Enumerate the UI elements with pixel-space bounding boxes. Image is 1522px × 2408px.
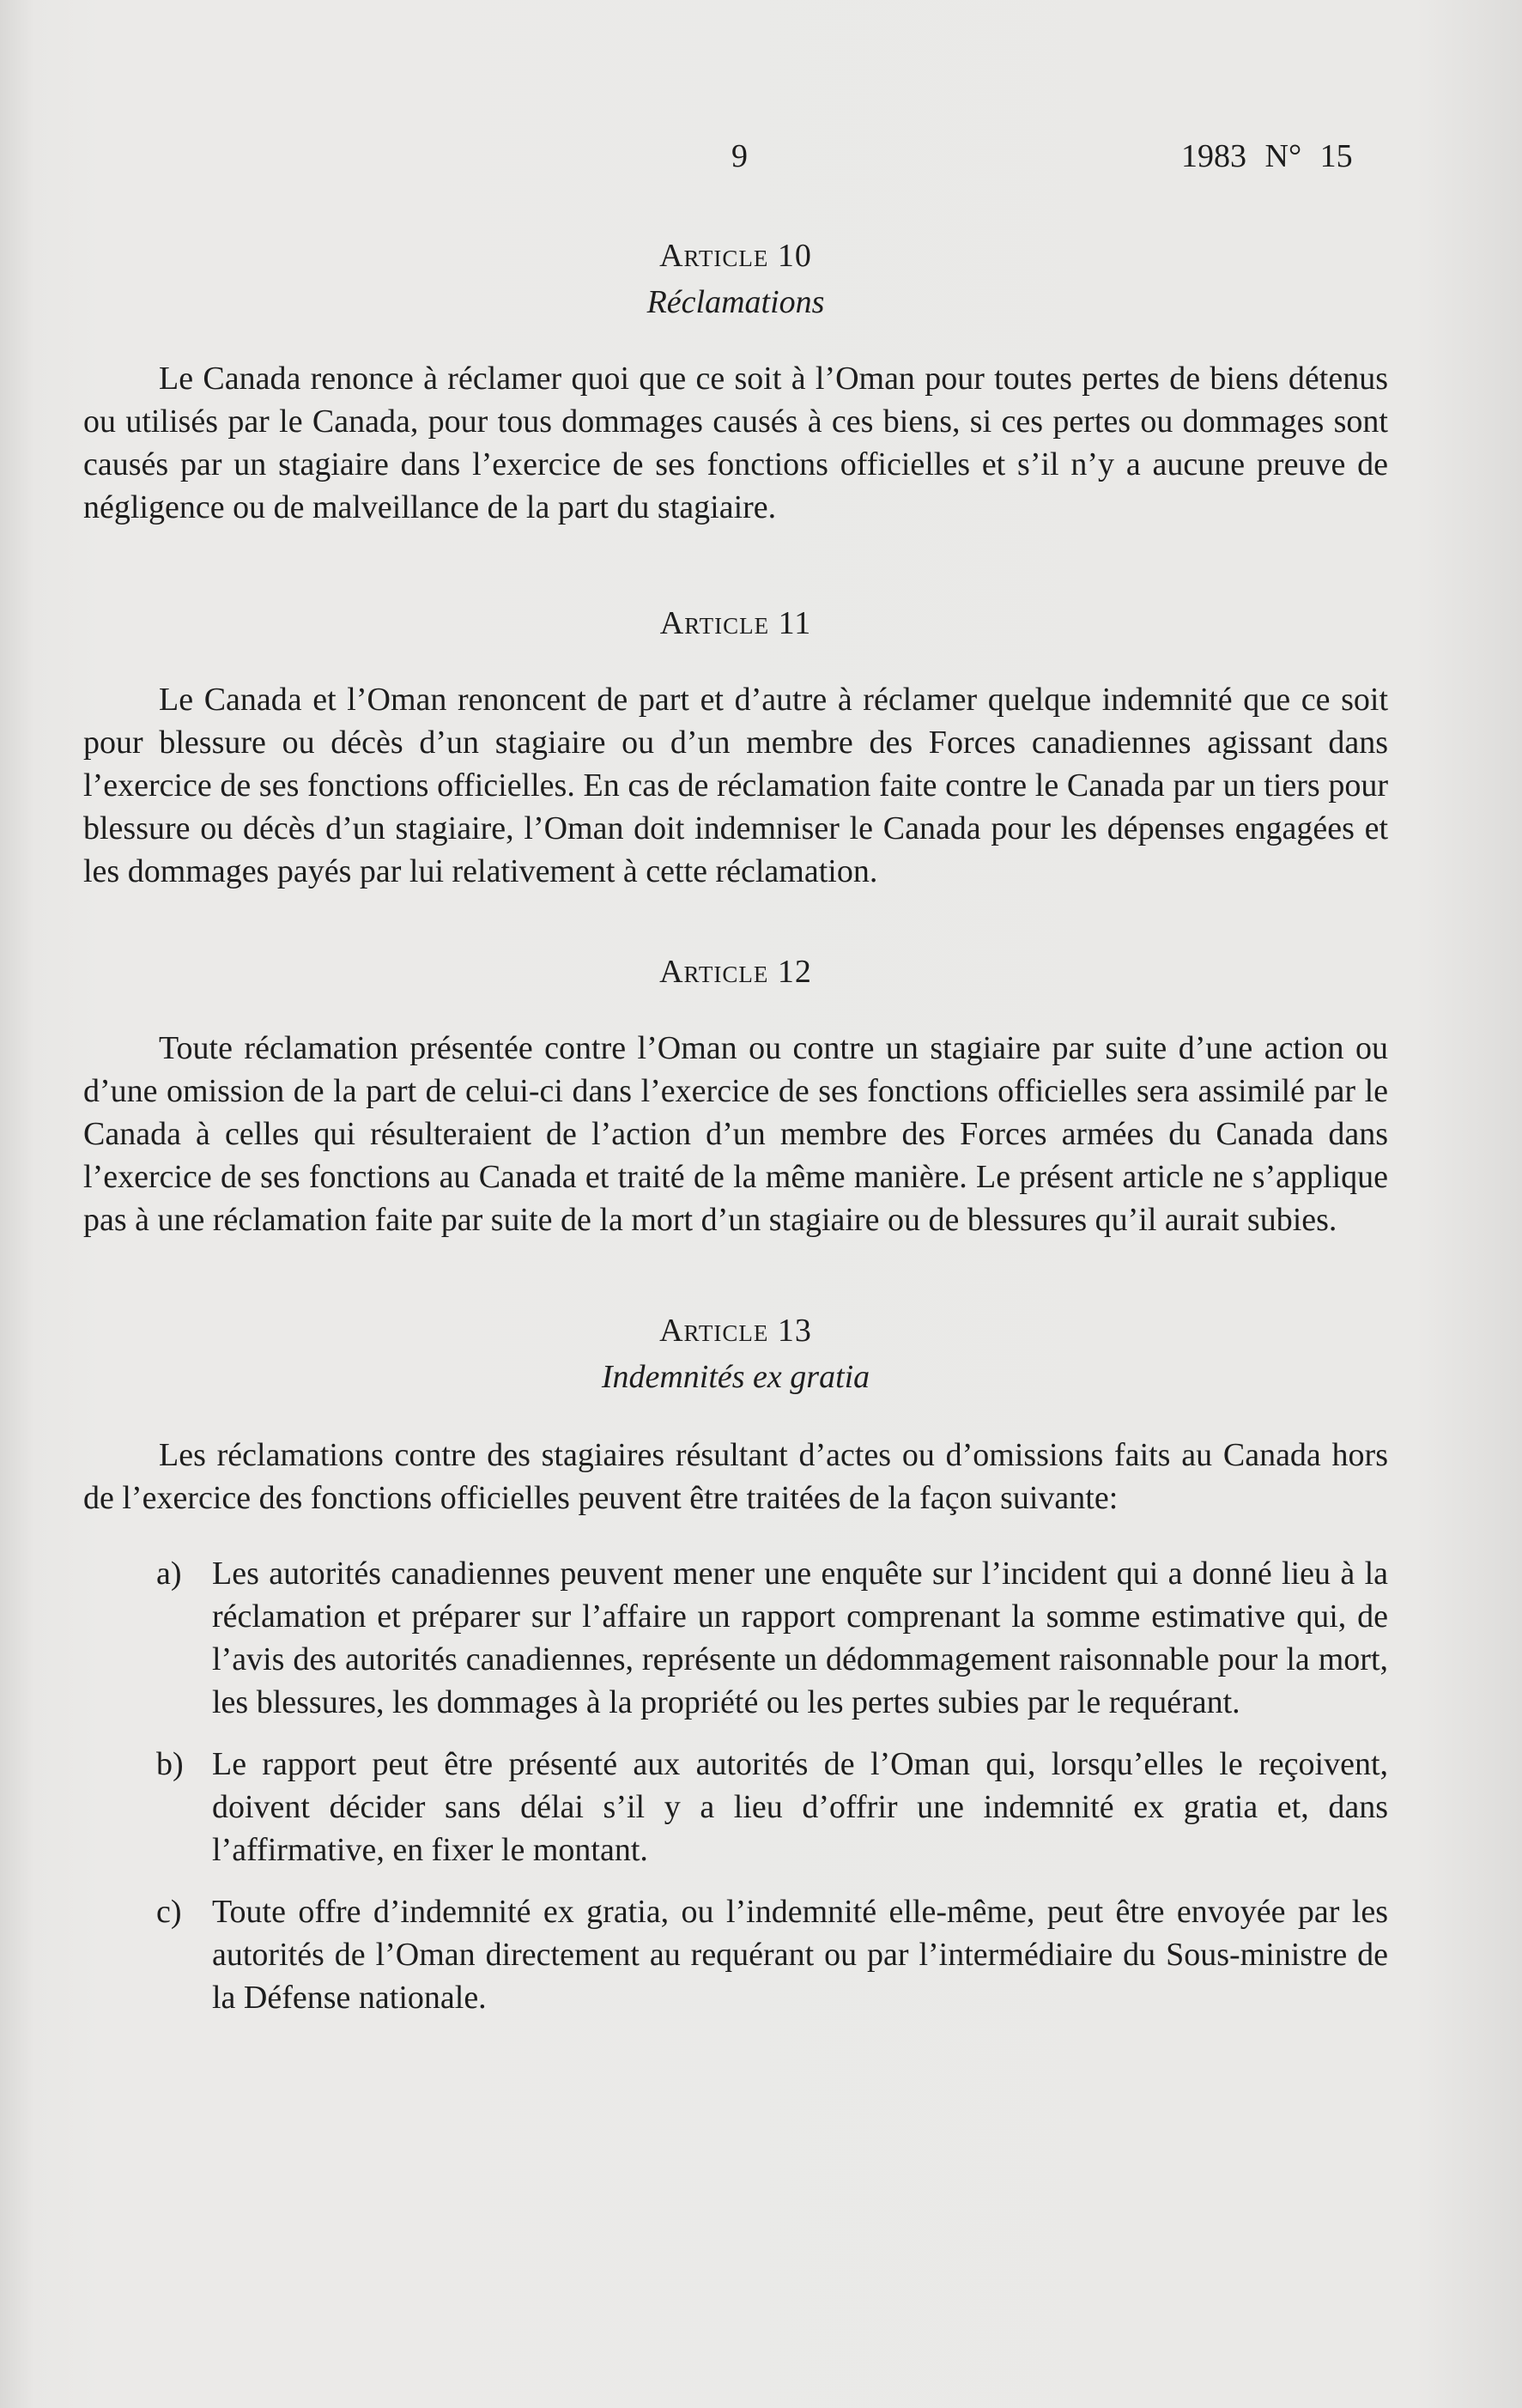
article-10-paragraph: Le Canada renonce à réclamer quoi que ce soit à l’Oman pour toutes pertes de biens détenus ou utilisés par le Canada, pour tous dommages causés à ces biens, si ces pertes ou dommages sont causés par un stagiaire dans l’exercice de ses fonctions officielles et s’il n’y a aucune preuve de négligence ou de malveillance de la part du stagiaire. (83, 361, 1388, 525)
article-10-heading: Article 10 (659, 238, 812, 274)
article-10-subtitle: Réclamations (646, 284, 825, 320)
article-13-heading: Article 13 (659, 1313, 812, 1349)
article-13-paragraph: Les réclamations contre des stagiaires résultant d’actes ou d’omissions faits au Canada hors de l’exercice des fonctions officielles peuvent être traitées de la façon suivante: (83, 1437, 1388, 1516)
list-item-marker: a) (156, 1556, 182, 1592)
page-number: 9 (731, 138, 748, 174)
article-12-paragraph: Toute réclamation présentée contre l’Oman ou contre un stagiaire par suite d’une action ou d’une omission de la part de celui-ci dans l’exercice de ses fonctions officielles sera assimilé par le Canada à celles qui résulteraient de l’action d’un membre des Forces armées du Canada dans l’exercice de ses fonctions au Canada et traité de la même manière. Le présent article ne s’applique pas à une réclamation faite par suite de la mort d’un stagiaire ou de blessures qu’il aurait subies. (83, 1030, 1388, 1238)
list-item-text: Les autorités canadiennes peuvent mener une enquête sur l’incident qui a donné lieu à la réclamation et préparer sur l’affaire un rapport comprenant la somme estimative qui, de l’avis des autorités canadiennes, représente un dédommagement raisonnable pour la mort, les blessures, les dommages à la propriété ou les pertes subies par le requérant. (212, 1556, 1388, 1720)
document-body (83, 234, 1388, 2019)
article-12-heading: Article 12 (659, 954, 812, 990)
article-13 (83, 1308, 1388, 2019)
article-10 (83, 234, 1388, 529)
statute-reference: 1983 N° 15 (1181, 138, 1353, 174)
article-13-subtitle: Indemnités ex gratia (601, 1359, 870, 1395)
list-item (83, 1552, 1388, 1724)
article-12 (83, 949, 1388, 1241)
list-item-marker: c) (156, 1894, 182, 1930)
list-item-text: Le rapport peut être présenté aux autorités de l’Oman qui, lorsqu’elles le reçoivent, doivent décider sans délai s’il y a lieu d’offrir une indemnité ex gratia et, dans l’affirmative, en fixer le montant. (212, 1746, 1388, 1868)
list-item-marker: b) (156, 1746, 184, 1782)
list-item (83, 1890, 1388, 2019)
article-11-heading: Article 11 (659, 605, 812, 641)
list-item (83, 1743, 1388, 1871)
article-11 (83, 601, 1388, 893)
page-header (0, 137, 1522, 180)
article-11-paragraph: Le Canada et l’Oman renoncent de part et d’autre à réclamer quelque indemnité que ce soit pour blessure ou décès d’un stagiaire ou d’un membre des Forces canadiennes agissant dans l’exercice de ses fonctions officielles. En cas de réclamation faite contre le Canada par un tiers pour blessure ou décès d’un stagiaire, l’Oman doit indemniser le Canada pour les dépenses engagées et les dommages payés par lui relativement à cette réclamation. (83, 682, 1388, 889)
list-item-text: Toute offre d’indemnité ex gratia, ou l’indemnité elle-même, peut être envoyée par les autorités de l’Oman directement au requérant ou par l’intermédiaire du Sous-ministre de la Défense nationale. (212, 1894, 1388, 2016)
claims-procedure-list (83, 1552, 1388, 2019)
